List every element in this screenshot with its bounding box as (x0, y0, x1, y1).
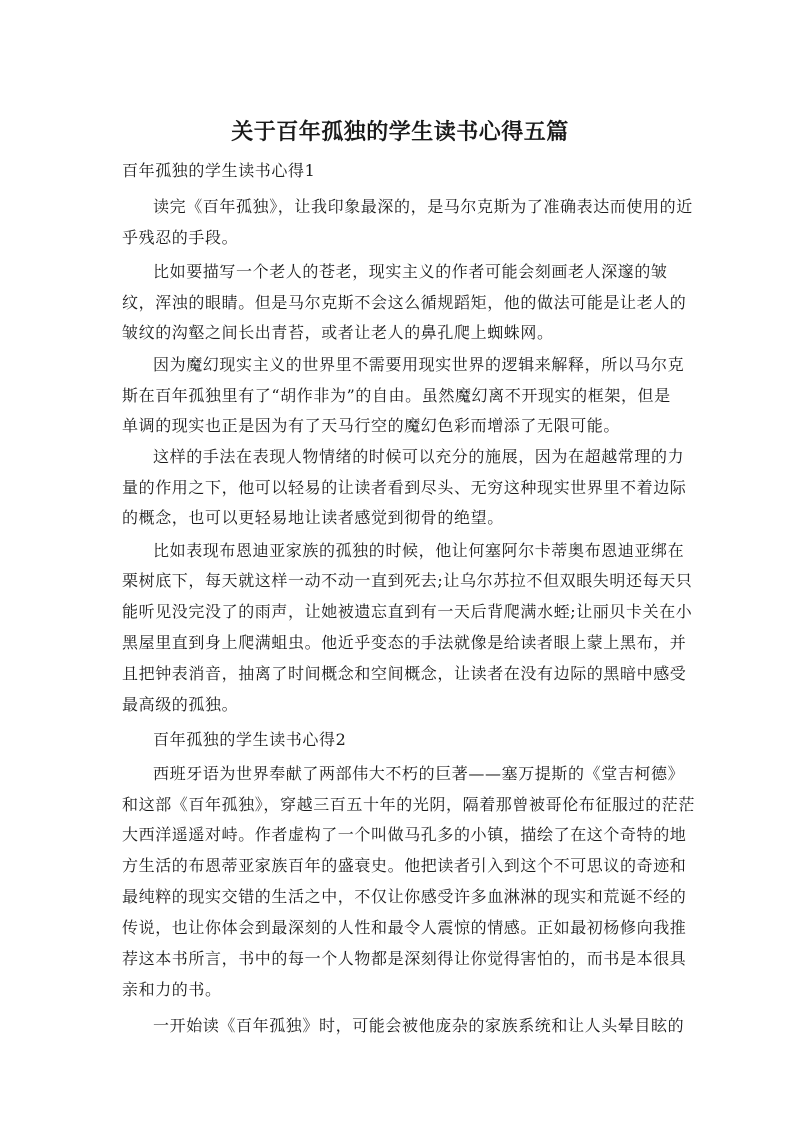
paragraph-line: 单调的现实也正是因为有了天马行空的魔幻色彩而增添了无限可能。 (122, 416, 621, 435)
paragraph-line: 量的作用之下，他可以轻易的让读者看到尽头、无穷这种现实世界里不着边际 (122, 478, 687, 497)
paragraph-line: 最纯粹的现实交错的生活之中，不仅让你感受许多血淋淋的现实和荒诞不经的 (122, 887, 687, 906)
paragraph-line: 纹，浑浊的眼睛。但是马尔克斯不会这么循规蹈矩，他的做法可能是让老人的 (122, 293, 687, 312)
paragraph-line: 且把钟表消音，抽离了时间概念和空间概念，让读者在没有边际的黑暗中感受 (122, 664, 687, 683)
paragraph-line: 因为魔幻现实主义的世界里不需要用现实世界的逻辑来解释，所以马尔克 (153, 355, 685, 374)
paragraph-line: 荐这本书所言，书中的每一个人物都是深刻得让你觉得害怕的，而书是本很具 (122, 949, 687, 968)
paragraph-line: 比如要描写一个老人的苍老，现实主义的作者可能会刻画老人深邃的皱 (153, 262, 668, 281)
paragraph-line: 栗树底下，每天就这样一动不动一直到死去;让乌尔苏拉不但双眼失明还每天只 (122, 571, 693, 590)
document-title: 关于百年孤独的学生读书心得五篇 (231, 120, 569, 145)
section-heading: 百年孤独的学生读书心得2 (153, 730, 347, 749)
paragraph-line: 斯在百年孤独里有了“胡作非为”的自由。虽然魔幻离不开现实的框架，但是 (122, 386, 671, 405)
paragraph-line: 西班牙语为世界奉献了两部伟大不朽的巨著——塞万提斯的《堂吉柯德》 (153, 764, 685, 783)
paragraph-line: 这样的手法在表现人物情绪的时候可以充分的施展，因为在超越常理的力 (153, 447, 685, 466)
paragraph-line: 乎残忍的手段。 (122, 228, 239, 247)
paragraph-line: 传说，也让你体会到最深刻的人性和最令人震惊的情感。正如最初杨修向我推 (122, 918, 687, 937)
paragraph-line: 能听见没完没了的雨声，让她被遗忘直到有一天后背爬满水蛭;让丽贝卡关在小 (122, 602, 693, 621)
paragraph-line: 比如表现布恩迪亚家族的孤独的时候，他让何塞阿尔卡蒂奥布恩迪亚绑在 (153, 541, 685, 560)
paragraph-line: 最高级的孤独。 (122, 695, 239, 714)
paragraph-line: 的概念，也可以更轻易地让读者感觉到彻骨的绝望。 (122, 508, 504, 527)
paragraph-line: 方生活的布恩蒂亚家族百年的盛衰史。他把读者引入到这个不可思议的奇迹和 (122, 856, 687, 875)
paragraph-line: 亲和力的书。 (122, 980, 222, 999)
paragraph-line: 黑屋里直到身上爬满蛆虫。他近乎变态的手法就像是给读者眼上蒙上黑布，并 (122, 633, 687, 652)
paragraph-line: 读完《百年孤独》，让我印象最深的，是马尔克斯为了准确表达而使用的近 (153, 197, 693, 216)
paragraph-line: 一开始读《百年孤独》时，可能会被他庞杂的家族系统和让人头晕目眩的 (153, 1016, 685, 1035)
paragraph-line: 皱纹的沟壑之间长出青苔，或者让老人的鼻孔爬上蜘蛛网。 (122, 323, 554, 342)
paragraph-line: 和这部《百年孤独》，穿越三百五十年的光阴，隔着那曾被哥伦布征服过的茫茫 (122, 795, 696, 814)
paragraph-line: 大西洋遥遥对峙。作者虚构了一个叫做马孔多的小镇，描绘了在这个奇特的地 (122, 825, 687, 844)
section-heading: 百年孤独的学生读书心得1 (122, 161, 316, 180)
